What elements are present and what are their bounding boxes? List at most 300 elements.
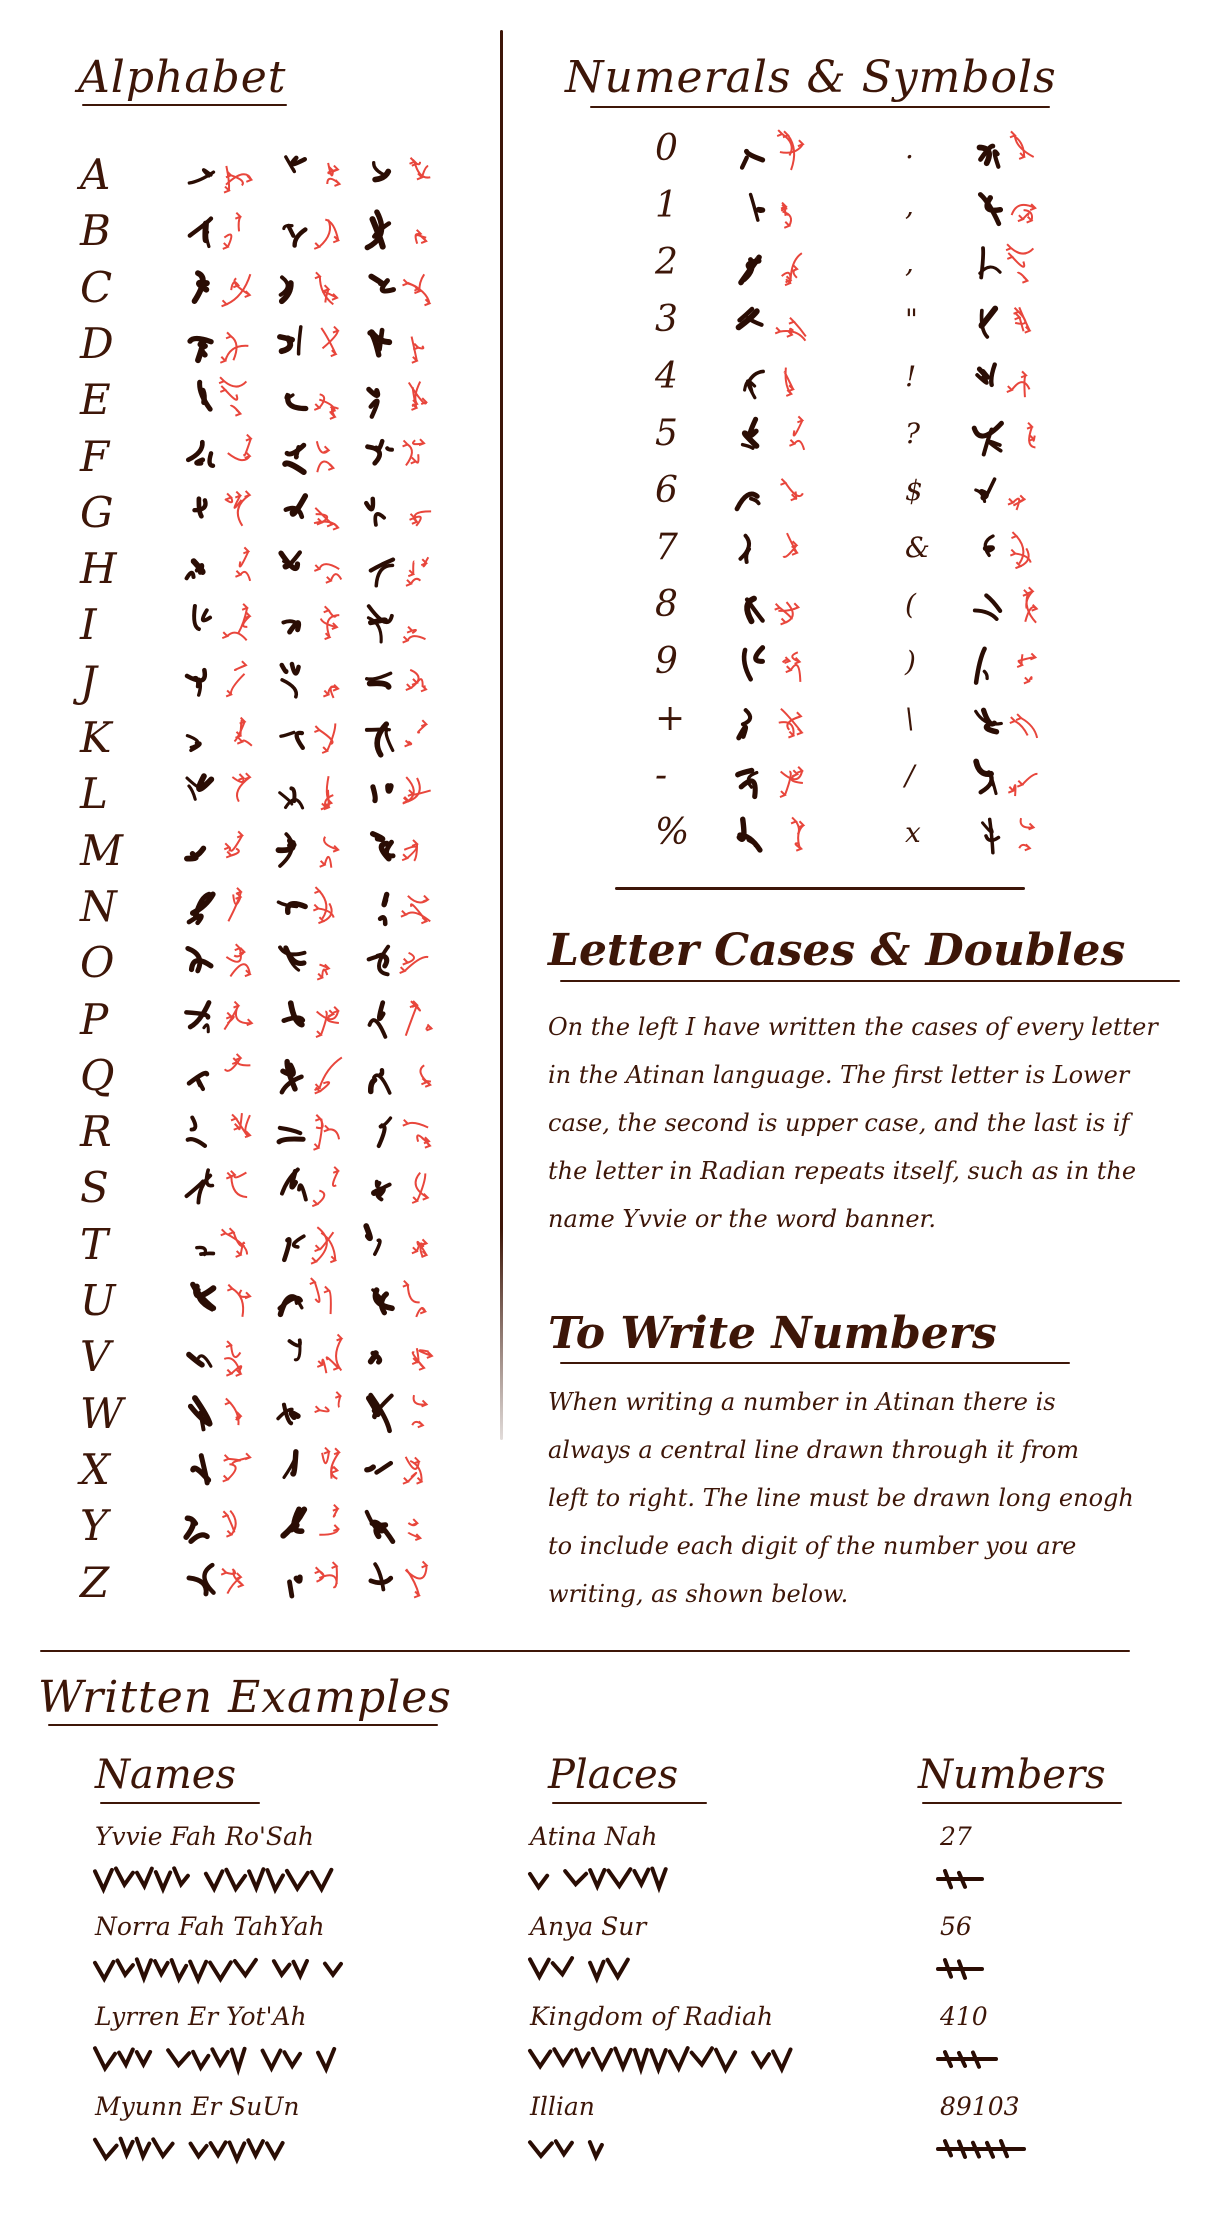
atinan-glyph (272, 321, 312, 365)
stroke-guide-glyph (218, 602, 258, 646)
symbol-character: " (905, 303, 918, 336)
paragraph-line: left to right. The line must be drawn long enogh (548, 1484, 1134, 1512)
number-example-atinan-script (936, 1862, 984, 1896)
alphabet-letter: R (80, 1107, 112, 1157)
alphabet-letter: B (80, 206, 111, 256)
stroke-guide-glyph (308, 1503, 348, 1547)
symbol-guide-glyph (1005, 643, 1045, 687)
stroke-guide-glyph (218, 1109, 258, 1153)
numerals-divider (615, 887, 1025, 890)
numeral-guide-glyph (772, 529, 812, 573)
atinan-glyph (272, 1447, 312, 1491)
atinan-glyph (360, 715, 400, 759)
symbol-character: ? (905, 417, 921, 450)
numeral-character: 7 (655, 527, 678, 568)
atinan-glyph (272, 1109, 312, 1153)
numeral-character: - (655, 755, 668, 796)
stroke-guide-glyph (398, 1503, 438, 1547)
stroke-guide-glyph (218, 321, 258, 365)
stroke-guide-glyph (308, 1222, 348, 1266)
stroke-guide-glyph (398, 1391, 438, 1435)
alphabet-heading-underline (82, 104, 287, 106)
atinan-glyph (360, 1560, 400, 1604)
examples-heading: Written Examples (38, 1672, 452, 1723)
atinan-glyph (272, 940, 312, 984)
alphabet-row (80, 432, 460, 486)
symbol-guide-glyph (1005, 757, 1045, 801)
symbol-character: ) (905, 645, 916, 678)
alphabet-row (80, 1332, 460, 1386)
alphabet-letter: C (80, 262, 113, 312)
alphabet-letter: A (80, 150, 111, 199)
atinan-glyph (180, 490, 220, 534)
numeral-guide-glyph (772, 757, 812, 801)
symbol-character: x (905, 816, 921, 849)
symbol-guide-glyph (1005, 472, 1045, 516)
stroke-guide-glyph (218, 1278, 258, 1322)
alphabet-row (80, 319, 460, 373)
numeral-guide-glyph (772, 187, 812, 231)
numeral-character: 3 (655, 299, 678, 340)
atinan-glyph (360, 208, 400, 252)
atinan-glyph (360, 1222, 400, 1266)
alphabet-row (80, 1389, 460, 1443)
symbol-character: . (905, 132, 914, 165)
numeral-glyph (730, 244, 770, 288)
alphabet-letter: D (80, 318, 114, 368)
alphabet-row (80, 1445, 460, 1499)
numeral-guide-glyph (772, 472, 812, 516)
atinan-glyph (272, 828, 312, 872)
atinan-glyph (180, 997, 220, 1041)
atinan-glyph (180, 265, 220, 309)
numeral-character: 6 (655, 470, 678, 511)
atinan-glyph (360, 1165, 400, 1209)
alphabet-row (80, 1276, 460, 1330)
symbol-character: ! (905, 360, 917, 393)
stroke-guide-glyph (308, 659, 348, 703)
numeral-guide-glyph (772, 244, 812, 288)
atinan-glyph (180, 434, 220, 478)
places-heading-underline (552, 1802, 707, 1804)
numeral-character: 5 (655, 413, 678, 454)
stroke-guide-glyph (308, 1447, 348, 1491)
atinan-glyph (360, 1109, 400, 1153)
numeral-glyph (730, 814, 770, 858)
alphabet-row (80, 1501, 460, 1555)
examples-divider (40, 1650, 1130, 1652)
atinan-glyph (272, 377, 312, 421)
atinan-glyph (360, 828, 400, 872)
stroke-guide-glyph (308, 828, 348, 872)
numeral-guide-glyph (772, 700, 812, 744)
stroke-guide-glyph (398, 1165, 438, 1209)
place-example-atinan-script (526, 1862, 670, 1896)
symbol-character: \ (905, 702, 915, 735)
stroke-guide-glyph (308, 1334, 348, 1378)
stroke-guide-glyph (398, 377, 438, 421)
atinan-glyph (272, 1334, 312, 1378)
atinan-glyph (272, 1560, 312, 1604)
atinan-glyph (360, 377, 400, 421)
stroke-guide-glyph (398, 1447, 438, 1491)
symbol-guide-glyph (1005, 529, 1045, 573)
numerals-heading: Numerals & Symbols (565, 52, 1057, 103)
alphabet-row (80, 769, 460, 823)
atinan-glyph (180, 771, 220, 815)
examples-heading-underline (48, 1724, 438, 1726)
atinan-glyph (360, 1447, 400, 1491)
stroke-guide-glyph (398, 884, 438, 928)
numeral-glyph (730, 700, 770, 744)
stroke-guide-glyph (308, 152, 348, 196)
stroke-guide-glyph (398, 771, 438, 815)
alphabet-row (80, 882, 460, 936)
cases-heading-underline (560, 980, 1180, 982)
symbol-glyph (968, 757, 1008, 801)
stroke-guide-glyph (398, 434, 438, 478)
place-example-text: Anya Sur (530, 1912, 647, 1941)
symbol-character: / (905, 759, 915, 792)
stroke-guide-glyph (218, 828, 258, 872)
atinan-glyph (360, 884, 400, 928)
alphabet-row (80, 1558, 460, 1612)
numerals-heading-underline (590, 106, 1050, 108)
stroke-guide-glyph (218, 152, 258, 196)
place-example-atinan-script (526, 2042, 798, 2076)
symbol-glyph (968, 472, 1008, 516)
stroke-guide-glyph (218, 265, 258, 309)
alphabet-letter: H (80, 544, 117, 594)
numeral-guide-glyph (772, 643, 812, 687)
stroke-guide-glyph (218, 434, 258, 478)
atinan-glyph (180, 940, 220, 984)
atinan-glyph (272, 602, 312, 646)
atinan-glyph (180, 1222, 220, 1266)
alphabet-row (80, 263, 460, 317)
atinan-glyph (272, 208, 312, 252)
stroke-guide-glyph (398, 1222, 438, 1266)
symbol-glyph (968, 643, 1008, 687)
alphabet-row (80, 544, 460, 598)
stroke-guide-glyph (308, 884, 348, 928)
stroke-guide-glyph (308, 434, 348, 478)
alphabet-letter: V (80, 1332, 111, 1382)
atinan-glyph (272, 1503, 312, 1547)
atinan-glyph (272, 265, 312, 309)
stroke-guide-glyph (308, 377, 348, 421)
symbol-guide-glyph (1005, 814, 1045, 858)
symbol-glyph (968, 586, 1008, 630)
stroke-guide-glyph (308, 602, 348, 646)
alphabet-row (80, 1051, 460, 1105)
stroke-guide-glyph (218, 377, 258, 421)
atinan-glyph (180, 884, 220, 928)
stroke-guide-glyph (308, 546, 348, 590)
stroke-guide-glyph (218, 1560, 258, 1604)
numeral-guide-glyph (772, 130, 812, 174)
alphabet-letter: Y (80, 1501, 108, 1551)
atinan-glyph (360, 1278, 400, 1322)
alphabet-letter: O (80, 938, 115, 988)
symbol-glyph (968, 700, 1008, 744)
atinan-glyph (272, 490, 312, 534)
atinan-glyph (360, 1334, 400, 1378)
stroke-guide-glyph (218, 208, 258, 252)
alphabet-row (80, 995, 460, 1049)
symbol-glyph (968, 244, 1008, 288)
alphabet-row (80, 150, 460, 204)
places-column-heading: Places (548, 1752, 679, 1798)
stroke-guide-glyph (218, 1334, 258, 1378)
atinan-glyph (272, 1278, 312, 1322)
paragraph-line: writing, as shown below. (548, 1580, 849, 1608)
number-example-atinan-script (936, 2042, 998, 2076)
numeral-guide-glyph (772, 301, 812, 345)
numeral-character: 8 (655, 584, 678, 625)
numeral-glyph (730, 130, 770, 174)
atinan-glyph (180, 1447, 220, 1491)
atinan-glyph (360, 997, 400, 1041)
symbol-glyph (968, 187, 1008, 231)
stroke-guide-glyph (398, 659, 438, 703)
names-column-heading: Names (95, 1752, 236, 1798)
symbol-guide-glyph (1005, 586, 1045, 630)
alphabet-letter: U (80, 1276, 116, 1325)
paragraph-line: in the Atinan language. The first letter is Lower (548, 1061, 1130, 1089)
alphabet-row (80, 488, 460, 542)
place-example-text: Atina Nah (530, 1822, 658, 1851)
numeral-glyph (730, 415, 770, 459)
stroke-guide-glyph (308, 771, 348, 815)
atinan-glyph (272, 997, 312, 1041)
alphabet-letter: M (80, 825, 124, 875)
name-example-text: Myunn Er SuUn (95, 2092, 300, 2121)
alphabet-row (80, 1220, 460, 1274)
atinan-glyph (360, 1503, 400, 1547)
stroke-guide-glyph (398, 997, 438, 1041)
symbol-guide-glyph (1005, 187, 1045, 231)
numeral-glyph (730, 586, 770, 630)
symbol-guide-glyph (1005, 130, 1045, 174)
atinan-glyph (272, 1391, 312, 1435)
stroke-guide-glyph (308, 715, 348, 759)
symbol-glyph (968, 415, 1008, 459)
numeral-character: 1 (655, 185, 678, 226)
stroke-guide-glyph (218, 1447, 258, 1491)
atinan-glyph (360, 265, 400, 309)
stroke-guide-glyph (308, 208, 348, 252)
alphabet-row (80, 826, 460, 880)
atinan-glyph (180, 1560, 220, 1604)
alphabet-row (80, 938, 460, 992)
numeral-character: % (655, 812, 690, 853)
numeral-guide-glyph (772, 358, 812, 402)
numeral-guide-glyph (772, 814, 812, 858)
stroke-guide-glyph (398, 208, 438, 252)
symbol-character: & (905, 531, 930, 564)
stroke-guide-glyph (218, 490, 258, 534)
stroke-guide-glyph (308, 1109, 348, 1153)
atinan-glyph (272, 1165, 312, 1209)
paragraph-line: When writing a number in Atinan there is (548, 1388, 1056, 1416)
symbol-glyph (968, 529, 1008, 573)
stroke-guide-glyph (398, 152, 438, 196)
stroke-guide-glyph (218, 884, 258, 928)
paragraph-line: the letter in Radian repeats itself, such as in the (548, 1157, 1137, 1185)
alphabet-letter: Z (80, 1557, 110, 1607)
stroke-guide-glyph (308, 265, 348, 309)
paragraph-line: to include each digit of the number you are (548, 1532, 1077, 1560)
stroke-guide-glyph (398, 1334, 438, 1378)
numeral-glyph (730, 301, 770, 345)
stroke-guide-glyph (398, 1278, 438, 1322)
atinan-glyph (360, 940, 400, 984)
atinan-glyph (180, 715, 220, 759)
stroke-guide-glyph (218, 715, 258, 759)
stroke-guide-glyph (308, 1165, 348, 1209)
atinan-glyph (272, 715, 312, 759)
atinan-glyph (360, 490, 400, 534)
stroke-guide-glyph (308, 1053, 348, 1097)
atinan-glyph (360, 434, 400, 478)
atinan-glyph (180, 602, 220, 646)
symbol-character: $ (905, 474, 923, 507)
numeral-glyph (730, 187, 770, 231)
stroke-guide-glyph (398, 321, 438, 365)
atinan-glyph (360, 321, 400, 365)
number-example-atinan-script (936, 2132, 1026, 2166)
paragraph-line: name Yvvie or the word banner. (548, 1205, 937, 1233)
atinan-glyph (272, 771, 312, 815)
symbol-guide-glyph (1005, 244, 1045, 288)
stroke-guide-glyph (398, 715, 438, 759)
write-numbers-heading: To Write Numbers (548, 1308, 997, 1359)
name-example-atinan-script (91, 2132, 299, 2166)
vertical-divider (500, 30, 503, 1440)
symbol-glyph (968, 130, 1008, 174)
stroke-guide-glyph (308, 1560, 348, 1604)
names-heading-underline (100, 1802, 260, 1804)
stroke-guide-glyph (218, 771, 258, 815)
stroke-guide-glyph (218, 1503, 258, 1547)
symbol-character: , (905, 189, 914, 222)
atinan-glyph (180, 1334, 220, 1378)
atinan-glyph (360, 1391, 400, 1435)
stroke-guide-glyph (398, 1109, 438, 1153)
stroke-guide-glyph (308, 940, 348, 984)
alphabet-letter: E (80, 375, 111, 425)
name-example-text: Norra Fah TahYah (95, 1912, 325, 1941)
atinan-glyph (180, 152, 220, 196)
atinan-glyph (360, 659, 400, 703)
alphabet-heading: Alphabet (78, 52, 287, 103)
number-example-text: 56 (940, 1912, 972, 1941)
number-example-text: 410 (940, 2002, 988, 2031)
numbers-column-heading: Numbers (918, 1752, 1106, 1798)
numeral-guide-glyph (772, 415, 812, 459)
stroke-guide-glyph (218, 1053, 258, 1097)
stroke-guide-glyph (308, 997, 348, 1041)
atinan-glyph (180, 1053, 220, 1097)
name-example-atinan-script (91, 2042, 347, 2076)
atinan-glyph (180, 321, 220, 365)
atinan-glyph (180, 1165, 220, 1209)
atinan-glyph (272, 659, 312, 703)
symbol-glyph (968, 358, 1008, 402)
atinan-glyph (272, 434, 312, 478)
name-example-text: Lyrren Er Yot'Ah (95, 2002, 307, 2031)
alphabet-letter: T (80, 1219, 109, 1269)
place-example-atinan-script (526, 1952, 654, 1986)
atinan-glyph (180, 1391, 220, 1435)
stroke-guide-glyph (308, 490, 348, 534)
stroke-guide-glyph (398, 1560, 438, 1604)
atinan-glyph (180, 1109, 220, 1153)
alphabet-letter: I (80, 600, 97, 650)
symbol-guide-glyph (1005, 700, 1045, 744)
stroke-guide-glyph (218, 1391, 258, 1435)
alphabet-letter: L (80, 769, 108, 819)
stroke-guide-glyph (218, 546, 258, 590)
numeral-glyph (730, 358, 770, 402)
atinan-glyph (360, 771, 400, 815)
atinan-glyph (272, 546, 312, 590)
numeral-glyph (730, 472, 770, 516)
alphabet-letter: F (80, 431, 110, 481)
stroke-guide-glyph (398, 940, 438, 984)
numeral-character: 4 (655, 356, 678, 397)
name-example-text: Yvvie Fah Ro'Sah (95, 1822, 314, 1851)
symbol-guide-glyph (1005, 358, 1045, 402)
alphabet-letter: X (80, 1444, 110, 1494)
atinan-glyph (180, 828, 220, 872)
stroke-guide-glyph (218, 1165, 258, 1209)
paragraph-line: always a central line drawn through it from (548, 1436, 1079, 1464)
stroke-guide-glyph (398, 1053, 438, 1097)
numeral-glyph (730, 757, 770, 801)
atinan-glyph (180, 208, 220, 252)
alphabet-row (80, 206, 460, 260)
alphabet-letter: W (80, 1388, 124, 1438)
place-example-atinan-script (526, 2132, 622, 2166)
alphabet-letter: S (80, 1163, 109, 1213)
atinan-glyph (272, 884, 312, 928)
symbol-character: ( (905, 588, 916, 621)
atinan-glyph (180, 546, 220, 590)
numeral-glyph (730, 643, 770, 687)
alphabet-letter: J (80, 656, 97, 706)
numeral-character: 9 (655, 641, 678, 682)
stroke-guide-glyph (308, 1391, 348, 1435)
place-example-text: Kingdom of Radiah (530, 2002, 774, 2031)
atinan-glyph (360, 1053, 400, 1097)
atinan-glyph (180, 1278, 220, 1322)
stroke-guide-glyph (218, 1222, 258, 1266)
alphabet-letter: G (80, 487, 114, 537)
atinan-glyph (272, 152, 312, 196)
atinan-glyph (180, 659, 220, 703)
stroke-guide-glyph (398, 490, 438, 534)
alphabet-row (80, 657, 460, 711)
numbers-heading-underline (922, 1802, 1122, 1804)
stroke-guide-glyph (308, 1278, 348, 1322)
stroke-guide-glyph (218, 940, 258, 984)
paragraph-line: case, the second is upper case, and the last is if (548, 1109, 1130, 1137)
place-example-text: Illian (530, 2092, 595, 2121)
atinan-glyph (272, 1222, 312, 1266)
atinan-glyph (272, 1053, 312, 1097)
